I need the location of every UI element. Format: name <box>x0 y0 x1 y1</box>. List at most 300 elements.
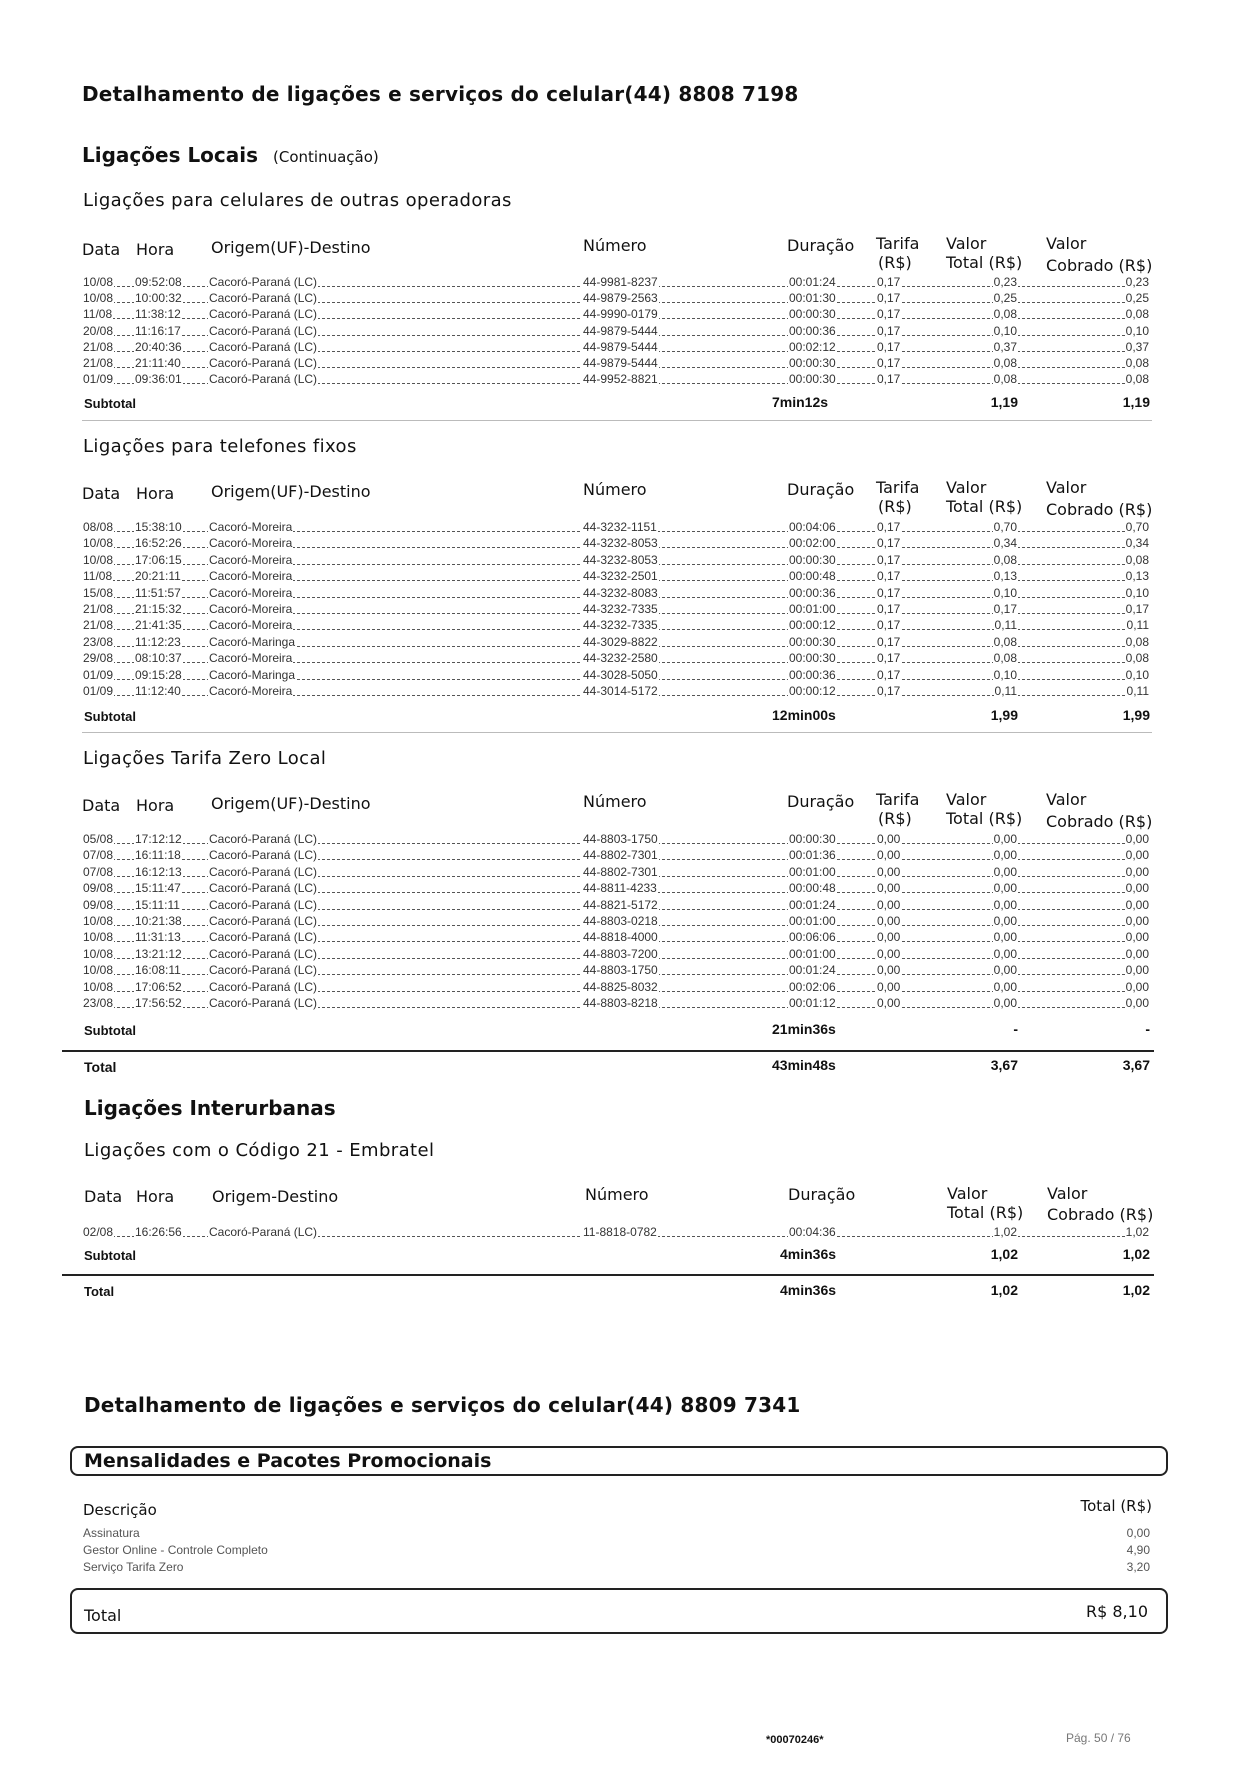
cell-dur: 00:04:06 <box>789 520 836 534</box>
cell-numero: 44-9990-0179 <box>583 307 658 322</box>
cell-numero: 11-8818-0782 <box>583 1225 657 1239</box>
cell-origem: Cacoró-Paraná (LC) <box>209 996 318 1010</box>
item-value: 4,90 <box>1126 1543 1150 1557</box>
cell-cob: 0,00 <box>1125 864 1149 879</box>
cell-total: 0,37 <box>993 339 1017 354</box>
cell-origem: Cacoró-Moreira <box>209 618 293 633</box>
cell-origem: Cacoró-Paraná (LC) <box>209 864 318 879</box>
table-row-cell-origem <box>208 651 578 666</box>
table-row-cell-total <box>938 356 1018 371</box>
cell-numero: 44-9879-5444 <box>583 339 658 354</box>
cell-hora: 15:38:10 <box>135 520 182 534</box>
cell-total: 0,00 <box>993 914 1017 928</box>
table-row-cell-cob <box>1070 898 1150 913</box>
sec3-hdr-tarifa-b: (R$) <box>878 809 912 828</box>
table-row-cell-data <box>82 914 128 929</box>
table-row-cell-numero <box>582 930 782 945</box>
table-row-cell-hora <box>134 947 198 962</box>
cell-hora: 21:11:40 <box>135 356 181 370</box>
cell-origem: Cacoró-Paraná (LC) <box>209 832 318 846</box>
subtotal-cobrado: 1,19 <box>1122 394 1150 410</box>
cell-tarifa: 0,17 <box>877 634 901 649</box>
total1-rule <box>62 1050 1154 1052</box>
table-row-cell-data <box>82 635 128 650</box>
cell-tarifa: 0,00 <box>877 979 901 994</box>
table-row-cell-hora <box>134 668 198 683</box>
sec3-hdr-duracao: Duração <box>787 792 855 811</box>
table-row-cell-tarifa <box>876 651 934 666</box>
cell-cob: 1,02 <box>1125 1225 1149 1239</box>
sec3-hdr-valor1-b: Total (R$) <box>946 809 1023 828</box>
table-row-cell-dur <box>788 996 874 1011</box>
cell-origem: Cacoró-Moreira <box>209 536 293 551</box>
cell-tarifa: 0,17 <box>877 520 901 534</box>
table-row-cell-tarifa <box>876 914 934 929</box>
cell-tarifa: 0,17 <box>877 339 901 354</box>
inter-hdr-valor1-a: Valor <box>947 1184 988 1203</box>
table-row-cell-dur <box>788 569 874 584</box>
cell-cob: 0,34 <box>1125 536 1149 551</box>
table-row-cell-numero <box>582 963 782 978</box>
cell-numero: 44-8803-7200 <box>583 946 658 961</box>
table-row-cell-numero <box>582 275 782 290</box>
table-row-cell-tarifa <box>876 684 934 699</box>
total1-dur: 43min48s <box>772 1057 836 1073</box>
cell-hora: 16:08:11 <box>135 963 181 978</box>
locais-title <box>82 143 379 167</box>
cell-origem: Cacoró-Paraná (LC) <box>209 323 318 338</box>
cell-origem: Cacoró-Paraná (LC) <box>209 897 318 912</box>
subtotal-total: 1,99 <box>990 707 1018 723</box>
cell-total: 0,00 <box>993 979 1017 994</box>
subtotal-dur: 12min00s <box>772 707 836 723</box>
cell-hora: 11:38:12 <box>135 307 181 322</box>
table-row-cell-data <box>82 553 128 568</box>
cell-dur: 00:01:36 <box>789 848 836 863</box>
table-row-cell-data <box>82 602 128 617</box>
table-row-cell-data <box>82 1225 128 1240</box>
sec3-title: Ligações Tarifa Zero Local <box>83 748 327 769</box>
table-row-cell-hora <box>134 832 198 847</box>
table-row-cell-total <box>938 651 1018 666</box>
table-row-cell-tarifa <box>876 553 934 568</box>
table-row-cell-cob <box>1070 651 1150 666</box>
table-row-cell-total <box>938 520 1018 535</box>
table-row-cell-cob <box>1070 356 1150 371</box>
table-row-cell-numero <box>582 865 782 880</box>
cell-origem: Cacoró-Paraná (LC) <box>209 914 318 928</box>
table-row-cell-total <box>938 307 1018 322</box>
inter-hdr-data: Data <box>84 1187 123 1206</box>
cell-data: 10/08 <box>83 552 114 567</box>
cell-data: 10/08 <box>83 275 114 289</box>
table-row-cell-total <box>938 1225 1018 1240</box>
table-row-cell-dur <box>788 832 874 847</box>
table-row-cell-data <box>82 684 128 699</box>
sec3-hdr-numero: Número <box>583 792 647 811</box>
table-row-cell-tarifa <box>876 898 934 913</box>
table-row-cell-data <box>82 881 128 896</box>
sec3-hdr-data: Data <box>82 796 121 815</box>
item-desc: Gestor Online - Controle Completo <box>83 1543 268 1557</box>
cell-dur: 00:06:06 <box>789 930 836 945</box>
table-row-cell-total <box>938 668 1018 683</box>
table-row-cell-hora <box>134 569 198 584</box>
table-row-cell-cob <box>1070 291 1150 306</box>
cell-data: 09/08 <box>83 897 114 912</box>
table-row-cell-numero <box>582 602 782 617</box>
cell-data: 10/08 <box>83 291 114 306</box>
cell-cob: 0,70 <box>1125 520 1149 534</box>
cell-data: 01/09 <box>83 372 114 387</box>
cell-numero: 44-8802-7301 <box>583 864 658 879</box>
total1-total: 3,67 <box>990 1057 1018 1073</box>
table-row-cell-origem <box>208 963 578 978</box>
table-row-cell-dur <box>788 324 874 339</box>
table-row-cell-numero <box>582 536 782 551</box>
cell-hora: 10:00:32 <box>135 291 182 306</box>
cell-numero: 44-8811-4233 <box>583 881 657 896</box>
cell-numero: 44-8803-1750 <box>583 963 658 978</box>
table-row-cell-origem <box>208 324 578 339</box>
sec2-hdr-origem: Origem(UF)-Destino <box>211 482 371 501</box>
cell-data: 20/08 <box>83 323 114 338</box>
footer-page: Pág. 50 / 76 <box>1066 1731 1131 1745</box>
cell-data: 21/08 <box>83 356 114 370</box>
table-row-cell-hora <box>134 324 198 339</box>
inter-hdr-valor1-b: Total (R$) <box>947 1203 1024 1222</box>
cell-total: 0,08 <box>993 356 1017 370</box>
sec1-hdr-tarifa-a: Tarifa <box>876 234 920 253</box>
sec1-hdr-valor1-a: Valor <box>946 234 987 253</box>
table-row-cell-numero <box>582 996 782 1011</box>
table-row-cell-cob <box>1070 848 1150 863</box>
table-row-cell-cob <box>1070 340 1150 355</box>
cell-hora: 16:26:56 <box>135 1225 182 1239</box>
table-row-cell-cob <box>1070 372 1150 387</box>
cell-total: 0,00 <box>993 881 1017 896</box>
cell-cob: 0,10 <box>1125 323 1149 338</box>
cell-origem: Cacoró-Maringa <box>209 667 296 682</box>
sec3-hdr-tarifa <box>876 790 919 828</box>
cell-origem: Cacoró-Moreira <box>209 569 293 584</box>
table-row-cell-dur <box>788 898 874 913</box>
table-row-cell-tarifa <box>876 865 934 880</box>
table-row-cell-origem <box>208 635 578 650</box>
table-row-cell-cob <box>1070 324 1150 339</box>
cell-tarifa: 0,17 <box>877 372 901 387</box>
cell-origem: Cacoró-Paraná (LC) <box>209 881 318 896</box>
cell-dur: 00:01:00 <box>789 602 836 616</box>
cell-origem: Cacoró-Paraná (LC) <box>209 372 318 387</box>
cell-total: 0,23 <box>993 275 1017 289</box>
table-row-cell-origem <box>208 881 578 896</box>
cell-dur: 00:04:36 <box>789 1225 836 1239</box>
table-row-cell-origem <box>208 980 578 995</box>
table-row-cell-hora <box>134 848 198 863</box>
inter-subtotal-label: Subtotal <box>84 1248 136 1263</box>
table-row-cell-numero <box>582 618 782 633</box>
cell-numero: 44-3232-7335 <box>583 602 658 616</box>
sec2-hdr-valor1-a: Valor <box>946 478 987 497</box>
cell-hora: 15:11:11 <box>135 897 180 912</box>
sec2-hdr-valor2-a: Valor <box>1046 478 1087 497</box>
cell-cob: 0,08 <box>1125 634 1149 649</box>
cell-numero: 44-3232-8053 <box>583 536 658 551</box>
table-row-cell-cob <box>1070 618 1150 633</box>
footer-code: *00070246* <box>766 1734 824 1746</box>
cell-data: 05/08 <box>83 832 114 846</box>
table-row-cell-data <box>82 356 128 371</box>
cell-hora: 17:12:12 <box>135 832 182 846</box>
cell-numero: 44-3232-2580 <box>583 651 658 666</box>
table-row-cell-dur <box>788 275 874 290</box>
cell-tarifa: 0,17 <box>877 618 901 633</box>
cell-tarifa: 0,17 <box>877 684 901 698</box>
table-row-cell-hora <box>134 536 198 551</box>
cell-hora: 08:10:37 <box>135 651 182 666</box>
table-row-cell-origem <box>208 275 578 290</box>
table-row-cell-numero <box>582 947 782 962</box>
sec1-hdr-numero: Número <box>583 236 647 255</box>
sec3-hdr-tarifa-a: Tarifa <box>876 790 920 809</box>
cell-dur: 00:00:30 <box>789 307 836 322</box>
cell-origem: Cacoró-Paraná (LC) <box>209 1225 318 1239</box>
table-row-cell-hora <box>134 307 198 322</box>
subtotal-label: Subtotal <box>84 709 136 724</box>
table-row-cell-numero <box>582 668 782 683</box>
table-row-cell-origem <box>208 947 578 962</box>
cell-numero: 44-9981-8237 <box>583 275 658 289</box>
table-row-cell-total <box>938 914 1018 929</box>
cell-tarifa: 0,00 <box>877 832 901 846</box>
cell-data: 01/09 <box>83 667 114 682</box>
subtotal-cobrado: 1,99 <box>1122 707 1150 723</box>
table-row-cell-hora <box>134 372 198 387</box>
cell-tarifa: 0,00 <box>877 963 901 978</box>
table-row-cell-origem <box>208 898 578 913</box>
cell-cob: 0,00 <box>1125 963 1149 978</box>
sec2-hdr-valor2-b: Cobrado (R$) <box>1046 500 1153 519</box>
cell-numero: 44-3029-8822 <box>583 634 658 649</box>
table-row-cell-tarifa <box>876 963 934 978</box>
cell-cob: 0,11 <box>1126 618 1149 633</box>
table-row-cell-origem <box>208 372 578 387</box>
table-row-cell-tarifa <box>876 520 934 535</box>
sec1-hdr-valor2-a: Valor <box>1046 234 1087 253</box>
table-row-cell-origem <box>208 930 578 945</box>
table-row-cell-total <box>938 980 1018 995</box>
cell-dur: 00:00:36 <box>789 323 836 338</box>
cell-total: 0,25 <box>993 291 1017 306</box>
cell-tarifa: 0,00 <box>877 864 901 879</box>
sec2-hdr-valor1-b: Total (R$) <box>946 497 1023 516</box>
cell-tarifa: 0,17 <box>877 307 901 322</box>
cell-numero: 44-8802-7301 <box>583 848 658 863</box>
item-value: 0,00 <box>1126 1526 1150 1540</box>
cell-data: 15/08 <box>83 585 114 600</box>
cell-dur: 00:01:00 <box>789 946 836 961</box>
table-row-cell-tarifa <box>876 372 934 387</box>
table-row-cell-data <box>82 372 128 387</box>
table-row-cell-hora <box>134 291 198 306</box>
table-row-cell-dur <box>788 684 874 699</box>
cell-hora: 16:12:13 <box>135 864 182 879</box>
table-row-cell-data <box>82 340 128 355</box>
mensalidades-title: Mensalidades e Pacotes Promocionais <box>84 1450 492 1472</box>
cell-cob: 0,00 <box>1125 946 1149 961</box>
cell-hora: 11:16:17 <box>135 323 181 338</box>
cell-total: 0,34 <box>993 536 1017 551</box>
cell-dur: 00:00:36 <box>789 585 836 600</box>
table-row-cell-data <box>82 668 128 683</box>
cell-cob: 0,37 <box>1125 339 1149 354</box>
table-row-cell-tarifa <box>876 307 934 322</box>
table-row-cell-cob <box>1070 635 1150 650</box>
table-row-cell-origem <box>208 668 578 683</box>
inter-hdr-numero: Número <box>585 1185 649 1204</box>
table-row-cell-origem <box>208 553 578 568</box>
table-row-cell-numero <box>582 848 782 863</box>
cell-numero: 44-8803-8218 <box>583 996 658 1010</box>
table-row-cell-cob <box>1070 1225 1150 1240</box>
table-row-cell-tarifa <box>876 996 934 1011</box>
table-row-cell-origem <box>208 832 578 847</box>
cell-dur: 00:00:36 <box>789 667 836 682</box>
cell-dur: 00:01:00 <box>789 914 836 928</box>
sec3-hdr-valor2-a: Valor <box>1046 790 1087 809</box>
table-row-cell-numero <box>582 356 782 371</box>
table-row-cell-hora <box>134 1225 198 1240</box>
total-box-label: Total <box>84 1606 122 1625</box>
table-row-cell-numero <box>582 635 782 650</box>
cell-tarifa: 0,17 <box>877 602 901 616</box>
table-row-cell-data <box>82 536 128 551</box>
sec1-hdr-valor2 <box>1046 234 1152 275</box>
table-row-cell-total <box>938 930 1018 945</box>
sec2-hdr-tarifa-a: Tarifa <box>876 478 920 497</box>
cell-origem: Cacoró-Paraná (LC) <box>209 275 318 289</box>
cell-tarifa: 0,17 <box>877 651 901 666</box>
inter-total-label: Total <box>84 1284 115 1299</box>
table-row-cell-tarifa <box>876 356 934 371</box>
table-row-cell-tarifa <box>876 536 934 551</box>
table-row-cell-dur <box>788 635 874 650</box>
cell-cob: 0,25 <box>1125 291 1149 306</box>
cell-tarifa: 0,17 <box>877 356 901 370</box>
cell-dur: 00:00:30 <box>789 372 836 387</box>
cell-cob: 0,08 <box>1125 307 1149 322</box>
cell-hora: 13:21:12 <box>135 946 182 961</box>
cell-tarifa: 0,17 <box>877 275 901 289</box>
table-row-cell-cob <box>1070 307 1150 322</box>
cell-origem: Cacoró-Paraná (LC) <box>209 307 318 322</box>
table-row-cell-hora <box>134 275 198 290</box>
table-row-cell-numero <box>582 340 782 355</box>
table-row-cell-data <box>82 996 128 1011</box>
table-row-cell-hora <box>134 898 198 913</box>
table-row-cell-tarifa <box>876 275 934 290</box>
table-row-cell-numero <box>582 980 782 995</box>
table-row-cell-data <box>82 898 128 913</box>
cell-origem: Cacoró-Moreira <box>209 552 293 567</box>
table-row-cell-hora <box>134 553 198 568</box>
cell-numero: 44-3232-8083 <box>583 585 658 600</box>
table-row-cell-cob <box>1070 881 1150 896</box>
cell-numero: 44-8821-5172 <box>583 897 658 912</box>
cell-cob: 0,08 <box>1125 552 1149 567</box>
cell-hora: 15:11:47 <box>135 881 181 896</box>
table-row-cell-tarifa <box>876 930 934 945</box>
table-row-cell-dur <box>788 865 874 880</box>
sec3-hdr-valor2 <box>1046 790 1152 831</box>
cell-total: 0,11 <box>994 618 1017 633</box>
cell-cob: 0,13 <box>1125 569 1149 584</box>
inter-hdr-valor2-b: Cobrado (R$) <box>1047 1205 1154 1224</box>
cell-hora: 09:52:08 <box>135 275 182 289</box>
table-row-cell-tarifa <box>876 635 934 650</box>
inter-subtotal-dur: 4min36s <box>780 1246 837 1262</box>
cell-total: 0,00 <box>993 864 1017 879</box>
total1-cobrado: 3,67 <box>1122 1057 1150 1073</box>
table-row-cell-data <box>82 275 128 290</box>
cell-total: 0,08 <box>993 307 1017 322</box>
table-row-cell-dur <box>788 947 874 962</box>
cell-origem: Cacoró-Paraná (LC) <box>209 930 318 945</box>
table-row-cell-total <box>938 684 1018 699</box>
cell-dur: 00:02:06 <box>789 979 836 994</box>
sec1-hdr-data: Data <box>82 240 121 259</box>
sec1-hdr-origem: Origem(UF)-Destino <box>211 238 371 257</box>
table-row-cell-numero <box>582 324 782 339</box>
cell-dur: 00:00:48 <box>789 881 836 896</box>
cell-total: 0,00 <box>993 897 1017 912</box>
cell-dur: 00:00:30 <box>789 552 836 567</box>
table-row-cell-data <box>82 618 128 633</box>
table-row-cell-dur <box>788 307 874 322</box>
cell-cob: 0,00 <box>1125 897 1149 912</box>
table-row-cell-hora <box>134 684 198 699</box>
cell-cob: 0,11 <box>1126 684 1149 698</box>
cell-dur: 00:00:48 <box>789 569 836 584</box>
table-row-cell-data <box>82 324 128 339</box>
cell-data: 23/08 <box>83 634 114 649</box>
table-row-cell-tarifa <box>876 832 934 847</box>
cell-data: 21/08 <box>83 602 114 616</box>
cell-data: 11/08 <box>83 569 113 584</box>
table-row-cell-dur <box>788 586 874 601</box>
table-row-cell-data <box>82 569 128 584</box>
cell-hora: 20:40:36 <box>135 339 182 354</box>
cell-data: 29/08 <box>83 651 114 666</box>
sec2-hdr-valor1 <box>946 478 1022 516</box>
table-row-cell-cob <box>1070 520 1150 535</box>
cell-numero: 44-8825-8032 <box>583 979 658 994</box>
cell-dur: 00:01:30 <box>789 291 836 306</box>
sec2-hdr-hora: Hora <box>136 484 175 503</box>
cell-tarifa: 0,00 <box>877 930 901 945</box>
table-row-cell-tarifa <box>876 668 934 683</box>
cell-total: 0,08 <box>993 651 1017 666</box>
cell-hora: 21:15:32 <box>135 602 182 616</box>
cell-numero: 44-9879-5444 <box>583 323 658 338</box>
cell-tarifa: 0,00 <box>877 881 901 896</box>
cell-total: 0,10 <box>993 585 1017 600</box>
cell-cob: 0,00 <box>1125 979 1149 994</box>
cell-dur: 00:02:12 <box>789 339 836 354</box>
cell-hora: 21:41:35 <box>135 618 182 633</box>
cell-total: 0,00 <box>993 848 1017 863</box>
